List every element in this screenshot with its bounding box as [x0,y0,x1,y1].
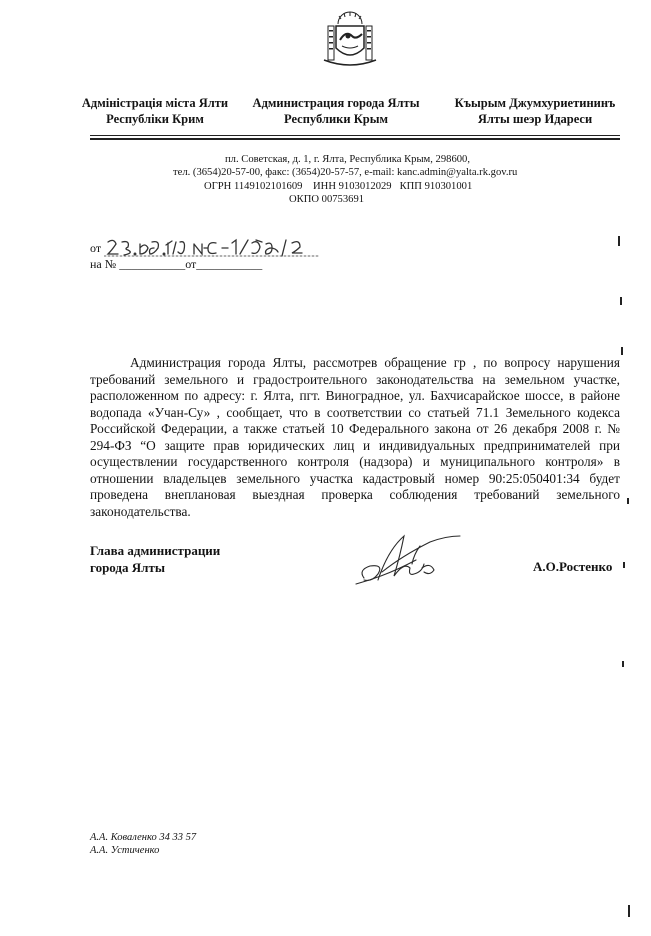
scan-mark [627,498,629,504]
crimea-coat-of-arms-icon [318,10,382,68]
ot-prefix: от [90,241,102,255]
executor-line2: А.А. Устиченко [90,845,160,856]
address-line: пл. Советская, д. 1, г. Ялта, Республика Крым, 298600, [225,154,470,165]
scan-mark [628,905,630,917]
header-crimean-tatar [437,95,633,127]
scan-mark [622,661,624,667]
registration-line [204,180,472,193]
ogrn: ОГРН 1149102101609 [204,181,303,192]
header-russian [248,95,424,127]
header-divider-thick [90,138,620,140]
phone-email-line: тел. (3654)20-57-00, факс: (3654)20-57-57, e-mail: kanc.admin@yalta.rk.gov.ru [173,167,518,178]
signatory-name: А.О.Ростенко [533,559,613,574]
scan-mark [618,236,620,246]
handwritten-signature [352,530,462,592]
scan-mark [620,297,622,305]
signatory-title-line1: Глава администрации [90,543,221,558]
executor-line1: А.А. Коваленко 34 33 57 [90,832,197,843]
signatory-title [90,542,220,576]
scan-mark [623,562,625,568]
header-ukrainian [80,95,230,127]
na-blank: ___________ [119,257,186,271]
header-uk-line1: Адміністрація міста Ялти [81,96,229,110]
header-ru-line1: Администрация города Ялты [252,96,420,110]
body-paragraph: Администрация города Ялты, рассмотрев обращение гр , по вопросу нарушения требований земельного и градостроительного законодательства на земельном участке, расположенном по адресу: г. Ялта, пгт. Виноградное, ул. Бахчисарайское шоссе, в районе водопада «Учан-Су» , сообщает, что в соответствии со статьей 71.1 Земельного кодекса Российской Федерации, а также статьей 10 Федерального закона от 26 декабря 2008 г. № 294-ФЗ “О защите прав юридических лиц и индивидуальных предпринимателей при осуществлении государственного контроля (надзора) и муниципального контроля» в отношении владельцев земельного участка кадастровый номер 90:25:050401:34 будет проведена внеплановая выездная проверка соблюдения требований земельного законодательства. [90,355,620,519]
header-divider-thin [90,135,620,136]
scan-mark [621,347,623,355]
header-ru-line2: Республики Крым [284,112,388,126]
inn: ИНН 9103012029 [313,181,392,192]
na-label: на № [90,257,117,271]
header-crh-line2: Ялты шеэр Идареси [477,112,593,126]
header-uk-line2: Республіки Крим [106,112,204,126]
signatory-title-line2: города Ялты [90,560,165,575]
header-crh-line1: Къырым Джумхуриетининъ [454,96,616,110]
incoming-reference [90,257,262,272]
letter-body [90,355,620,520]
kpp: КПП 910301001 [399,181,473,192]
ot-label: от [185,257,197,271]
outgoing-reference [90,241,101,256]
okpo-line: ОКПО 00753691 [289,194,365,205]
executors [90,831,196,857]
ot-blank: ___________ [196,257,263,271]
